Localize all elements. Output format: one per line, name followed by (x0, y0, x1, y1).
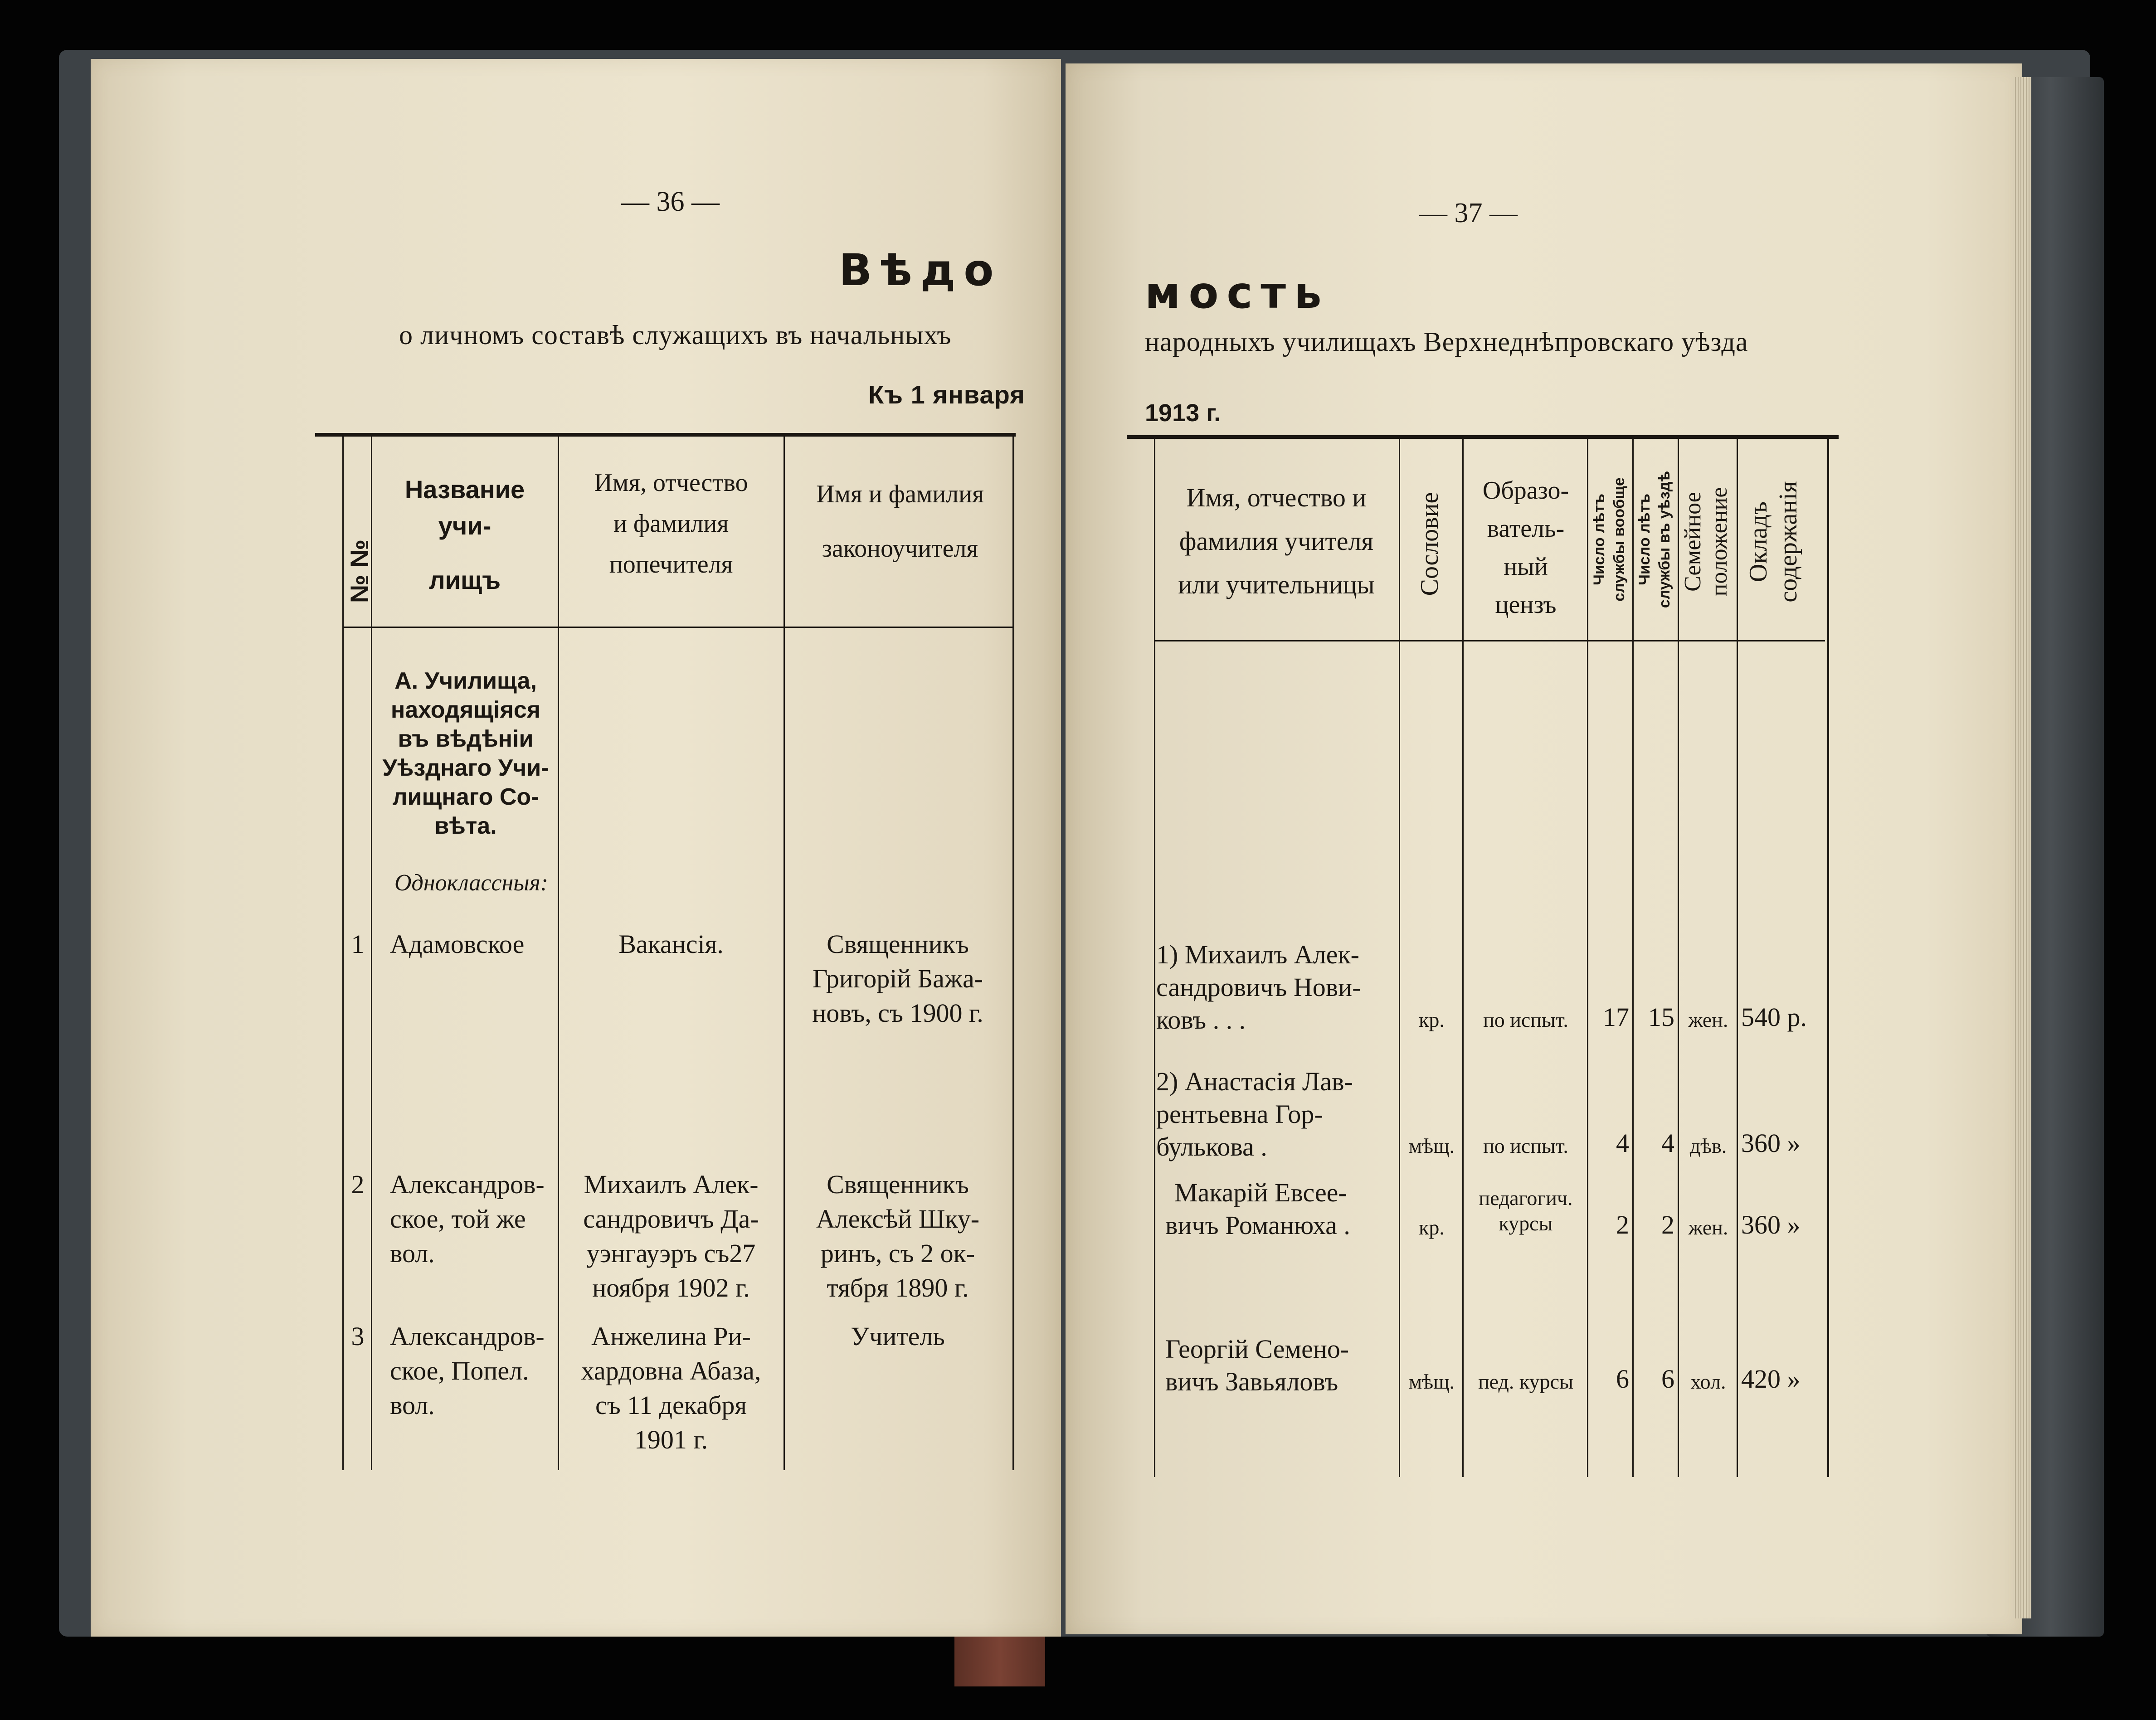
section-title: А. Училища, находящіяся въ вѣдѣніи Уѣзднаго Учи- лищнаго Со- вѣта. (382, 668, 549, 839)
salary: 540 р. (1741, 1002, 1807, 1032)
table-top-rule (1127, 435, 1839, 439)
salary: 360 » (1741, 1210, 1801, 1239)
trustee-name: Анжелина Ри- хардовна Абаза, съ 11 декабря 1901 г. (581, 1322, 761, 1454)
header-rule (1154, 640, 1825, 641)
col-divider (1827, 439, 1829, 1477)
col-divider (1632, 439, 1634, 1477)
subtitle: о личномъ составѣ служащихъ въ начальныхъ (399, 320, 952, 350)
col-divider (1399, 439, 1400, 1477)
teacher-name: Георгій Семено- вичъ Завьяловъ (1165, 1334, 1349, 1396)
teacher-name: 1) Михаилъ Алек- сандровичъ Нови- ковъ . . . (1156, 940, 1361, 1035)
salary: 360 » (1741, 1128, 1801, 1158)
teacher-name: 2) Анастасія Лав- рентьевна Гор- булькова . (1156, 1067, 1353, 1161)
service-total: 4 (1616, 1128, 1629, 1158)
priest-name: Учитель (851, 1322, 945, 1351)
page-number: — 36 — (621, 186, 720, 217)
table-top-rule (315, 433, 1016, 437)
header-teacher: Имя, отчество и фамилия учителя или учительницы (1178, 483, 1375, 599)
estate: кр. (1419, 1216, 1445, 1239)
col-divider (1462, 439, 1464, 1477)
school-name: Александров- ское, Попел. вол. (390, 1322, 545, 1420)
school-name: Адамовское (390, 929, 525, 959)
page-edges (2013, 77, 2031, 1618)
header-trustee: Имя, отчество и фамилия попечителя (594, 469, 748, 578)
page-number: — 37 — (1419, 198, 1518, 228)
col-divider (784, 437, 785, 1470)
header-estate: Сословие (1416, 492, 1444, 596)
col-divider (1737, 439, 1738, 1477)
col-divider (558, 437, 559, 1470)
header-service-district: Число лѣтъ службы въ уѣздѣ (1636, 471, 1673, 608)
header-priest: Имя и фамилия законоучителя (816, 480, 984, 563)
service-district: 6 (1661, 1364, 1674, 1394)
priest-name: Священникъ Григорій Бажа- новъ, съ 1900 г. (812, 929, 983, 1028)
estate: мѣщ. (1408, 1370, 1455, 1393)
col-divider (1154, 439, 1155, 1477)
service-total: 17 (1603, 1002, 1629, 1032)
year: 1913 г. (1145, 399, 1221, 427)
service-district: 15 (1648, 1002, 1674, 1032)
teacher-name: Макарій Евсее- вичъ Романюха . (1165, 1178, 1350, 1240)
col-divider (1587, 439, 1588, 1477)
education: пед. курсы (1478, 1370, 1573, 1393)
family-status: жен. (1688, 1216, 1728, 1239)
estate: мѣщ. (1408, 1134, 1455, 1157)
title-part: Вѣдо (839, 245, 1002, 296)
education: по испыт. (1483, 1008, 1568, 1031)
header-rule (342, 627, 1013, 628)
row-number: 1 (351, 929, 365, 959)
trustee-name: Михаилъ Алек- сандровичъ Да- уэнгауэръ съ27 ноября 1902 г. (583, 1170, 759, 1302)
service-total: 2 (1616, 1210, 1629, 1239)
title-part: мость (1145, 267, 1330, 318)
row-number: 2 (351, 1170, 365, 1199)
header-school: Название учи- лищъ (404, 475, 525, 594)
date-part: Къ 1 января (868, 380, 1025, 409)
header-number: № № (345, 539, 374, 603)
subtitle: народныхъ училищахъ Верхнеднѣпровскаго уѣзда (1145, 327, 1748, 357)
header-education: Образо- ватель- ный цензъ (1482, 476, 1569, 619)
subsection-label: Одноклассныя: (394, 870, 548, 896)
family-status: дѣв. (1689, 1134, 1727, 1157)
service-total: 6 (1616, 1364, 1629, 1394)
estate: кр. (1419, 1008, 1445, 1031)
education: педагогич. курсы (1479, 1186, 1573, 1235)
service-district: 2 (1661, 1210, 1674, 1239)
school-name: Александров- ское, той же вол. (390, 1170, 545, 1268)
header-family: Семейное положение (1680, 487, 1732, 597)
col-divider (1012, 437, 1014, 1470)
family-status: хол. (1690, 1370, 1726, 1393)
col-divider (1678, 439, 1679, 1477)
education: по испыт. (1483, 1134, 1568, 1157)
header-salary: Окладъ содержанія (1744, 481, 1802, 602)
priest-name: Священникъ Алексѣй Шку- ринъ, съ 2 ок- тября 1890 г. (816, 1170, 980, 1302)
row-number: 3 (351, 1322, 365, 1351)
header-service-total: Число лѣтъ службы вообще (1591, 477, 1628, 602)
service-district: 4 (1661, 1128, 1674, 1158)
trustee-name: Вакансія. (618, 929, 724, 959)
col-divider (342, 437, 344, 1470)
family-status: жен. (1688, 1008, 1728, 1031)
salary: 420 » (1741, 1364, 1801, 1394)
